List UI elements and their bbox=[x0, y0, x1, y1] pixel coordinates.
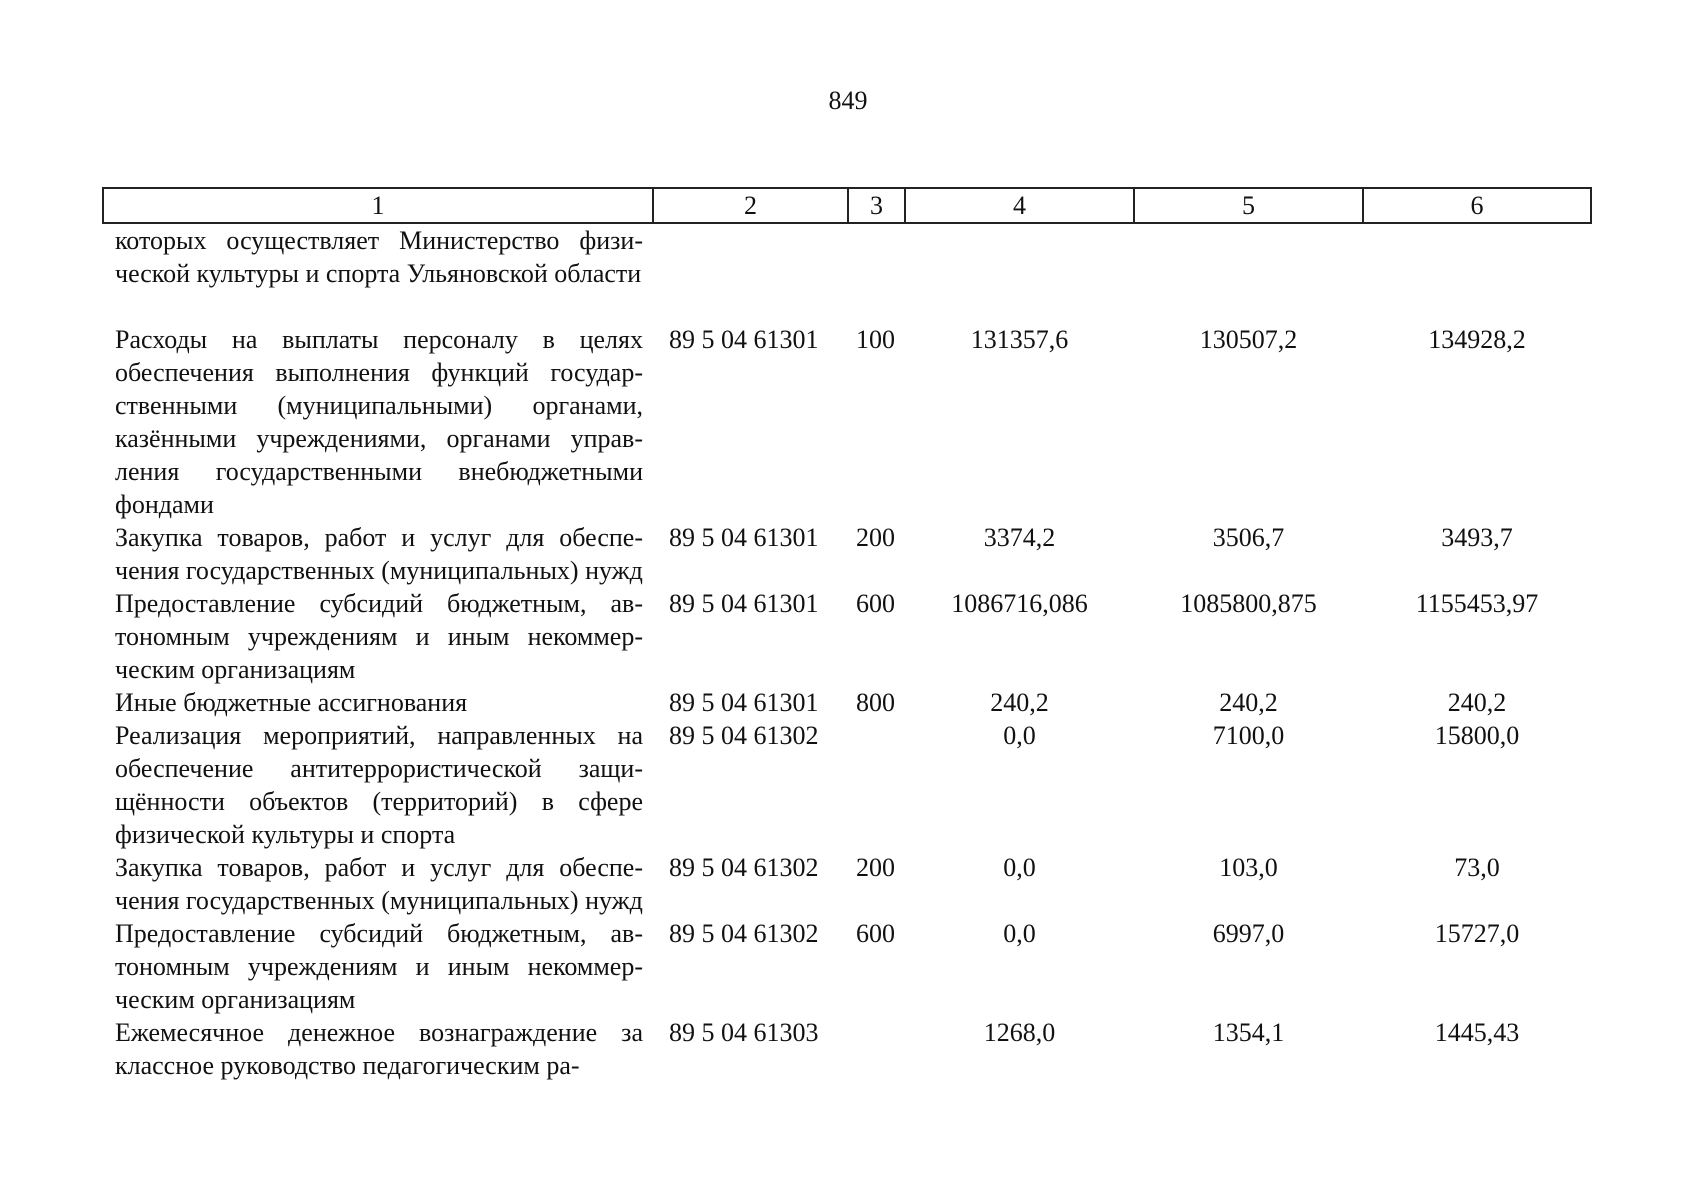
row-expense-type: 200 bbox=[856, 853, 895, 882]
row-name: Предоставление субсидий бюджетным, автономным учреждениям и иным некоммерческим организациям bbox=[115, 919, 643, 1014]
row-value-5: 1354,1 bbox=[1212, 1018, 1285, 1047]
row-value-5: 103,0 bbox=[1219, 853, 1278, 882]
table-row bbox=[103, 323, 1591, 521]
row-code: 89 5 04 61301 bbox=[669, 325, 819, 354]
table-row bbox=[103, 851, 1591, 917]
row-name: Расходы на выплаты персоналу в целях обеспечения выполнения функций государственными (муниципальными) органами, казёнными учреждениями, органами управления государственными внебюджетными фондами bbox=[115, 325, 643, 519]
header-row bbox=[103, 188, 1591, 223]
row-value-6: 73,0 bbox=[1454, 853, 1500, 882]
row-value-5: 3506,7 bbox=[1212, 523, 1285, 552]
column-header-6: 6 bbox=[1363, 188, 1591, 223]
row-name: Иные бюджетные ассигнования bbox=[115, 688, 468, 717]
row-value-5: 240,2 bbox=[1219, 688, 1278, 717]
row-expense-type: 200 bbox=[856, 523, 895, 552]
table-row bbox=[103, 521, 1591, 587]
row-value-6 bbox=[1363, 223, 1591, 323]
row-code: 89 5 04 61301 bbox=[669, 589, 819, 618]
row-value-5: 6997,0 bbox=[1212, 919, 1285, 948]
row-value-6: 134928,2 bbox=[1428, 325, 1526, 354]
row-code: 89 5 04 61302 bbox=[669, 919, 819, 948]
column-header-5: 5 bbox=[1134, 188, 1363, 223]
row-value-5: 130507,2 bbox=[1199, 325, 1298, 354]
row-value-6: 1155453,97 bbox=[1415, 589, 1539, 618]
row-value-4 bbox=[905, 223, 1134, 323]
row-name: Закупка товаров, работ и услуг для обеспечения государственных (муниципальных) нужд bbox=[115, 523, 643, 585]
row-expense-type bbox=[848, 719, 905, 851]
row-value-4: 0,0 bbox=[1003, 919, 1036, 948]
row-value-6: 15800,0 bbox=[1434, 721, 1520, 750]
budget-table bbox=[102, 187, 1592, 1082]
row-code: 89 5 04 61302 bbox=[669, 853, 819, 882]
row-value-4: 0,0 bbox=[1003, 853, 1036, 882]
table-row bbox=[103, 1016, 1591, 1082]
row-value-5: 7100,0 bbox=[1212, 721, 1285, 750]
table-header bbox=[103, 188, 1591, 223]
table-row bbox=[103, 223, 1591, 323]
row-code bbox=[653, 223, 848, 323]
row-code: 89 5 04 61301 bbox=[669, 688, 819, 717]
column-header-2: 2 bbox=[653, 188, 848, 223]
row-value-5 bbox=[1134, 223, 1363, 323]
row-name: Закупка товаров, работ и услуг для обеспечения государственных (муниципальных) нужд bbox=[115, 853, 643, 915]
row-code: 89 5 04 61303 bbox=[669, 1018, 819, 1047]
table-body bbox=[103, 223, 1591, 1082]
row-value-4: 240,2 bbox=[990, 688, 1049, 717]
row-name: Реализация мероприятий, направленных на обеспечение антитеррористической защищённости объектов (территорий) в сфере физической культуры и спорта bbox=[115, 721, 643, 849]
row-expense-type bbox=[848, 223, 905, 323]
table-row bbox=[103, 719, 1591, 851]
row-value-6: 15727,0 bbox=[1434, 919, 1520, 948]
row-value-4: 1268,0 bbox=[983, 1018, 1056, 1047]
row-name: Ежемесячное денежное вознаграждение за классное руководство педагогическим ра- bbox=[115, 1018, 643, 1080]
row-expense-type: 800 bbox=[856, 688, 895, 717]
row-value-6: 1445,43 bbox=[1434, 1018, 1520, 1047]
row-name: которых осуществляет Министерство физической культуры и спорта Ульяновской области bbox=[115, 226, 643, 288]
row-expense-type bbox=[848, 1016, 905, 1082]
column-header-3: 3 bbox=[848, 188, 905, 223]
row-code: 89 5 04 61301 bbox=[669, 523, 819, 552]
row-expense-type: 600 bbox=[856, 589, 895, 618]
row-value-4: 0,0 bbox=[1003, 721, 1036, 750]
row-value-4: 131357,6 bbox=[970, 325, 1069, 354]
row-value-4: 3374,2 bbox=[983, 523, 1056, 552]
page-number: 849 bbox=[828, 86, 868, 115]
table-row bbox=[103, 917, 1591, 1016]
row-code: 89 5 04 61302 bbox=[669, 721, 819, 750]
row-name: Предоставление субсидий бюджетным, автономным учреждениям и иным некоммерческим организациям bbox=[115, 589, 643, 684]
row-expense-type: 100 bbox=[856, 325, 895, 354]
table-row bbox=[103, 686, 1591, 719]
column-header-4: 4 bbox=[905, 188, 1134, 223]
row-value-6: 240,2 bbox=[1447, 688, 1507, 717]
row-expense-type: 600 bbox=[856, 919, 895, 948]
row-value-5: 1085800,875 bbox=[1180, 589, 1317, 618]
table-row bbox=[103, 587, 1591, 686]
column-header-1: 1 bbox=[103, 188, 653, 223]
row-value-6: 3493,7 bbox=[1441, 523, 1513, 552]
row-value-4: 1086716,086 bbox=[951, 589, 1088, 618]
